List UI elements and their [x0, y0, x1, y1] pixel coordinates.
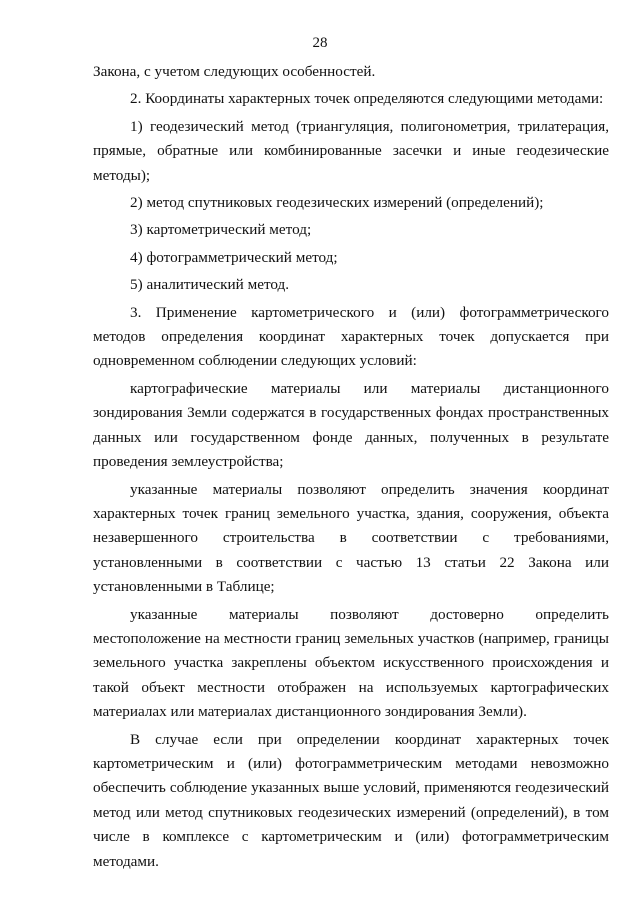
page-number: 28 — [312, 35, 328, 51]
paragraph-method-4: 4) фотограмметрический метод; — [130, 248, 338, 266]
paragraph-continuation: Закона, с учетом следующих особенностей. — [93, 63, 376, 80]
paragraph-condition-1: картографические материалы или материалы дистанционного зондирования Земли содержатся в государственных фондах пространственных данных или государственном фонде данных, полученных в результате проведения землеустройства; — [93, 379, 609, 471]
paragraph-condition-2: указанные материалы позволяют определить значения координат характерных точек границ земельного участка, здания, сооружения, объекта незавершенного строительства в соответствии с требованиями, установленными в соответствии с частью 13 статьи 22 Закона или установленными в Таблице; — [93, 480, 609, 596]
paragraph-item-2: 2. Координаты характерных точек определяются следующими методами: — [130, 90, 604, 108]
paragraph-method-1: 1) геодезический метод (триангуляция, полигонометрия, трилатерация, прямые, обратные или комбинированные засечки и иные геодезические методы); — [93, 117, 609, 184]
paragraph-condition-3: указанные материалы позволяют достоверно определить местоположение на местности границ земельных участков (например, границы земельного участка закреплены объектом искусственного происхождения и такой объект местности отображен на используемых картографических материалах или материалах дистанционного зондирования Земли). — [93, 605, 609, 721]
paragraph-method-3: 3) картометрический метод; — [130, 221, 312, 239]
paragraph-item-3: 3. Применение картометрического и (или) фотограмметрического методов определения координат характерных точек допускается при одновременном соблюдении следующих условий: — [93, 303, 609, 370]
paragraph-method-2: 2) метод спутниковых геодезических измерений (определений); — [130, 194, 544, 212]
paragraph-method-5: 5) аналитический метод. — [130, 276, 290, 294]
paragraph-conclusion: В случае если при определении координат характерных точек картометрическим и (или) фотограмметрическим методами невозможно обеспечить соблюдение указанных выше условий, применяются геодезический метод или метод спутниковых геодезических измерений (определений), в том числе в комплексе с картометрическим и (или) фотограмметрическим методами. — [93, 730, 609, 870]
document-body — [93, 60, 609, 874]
